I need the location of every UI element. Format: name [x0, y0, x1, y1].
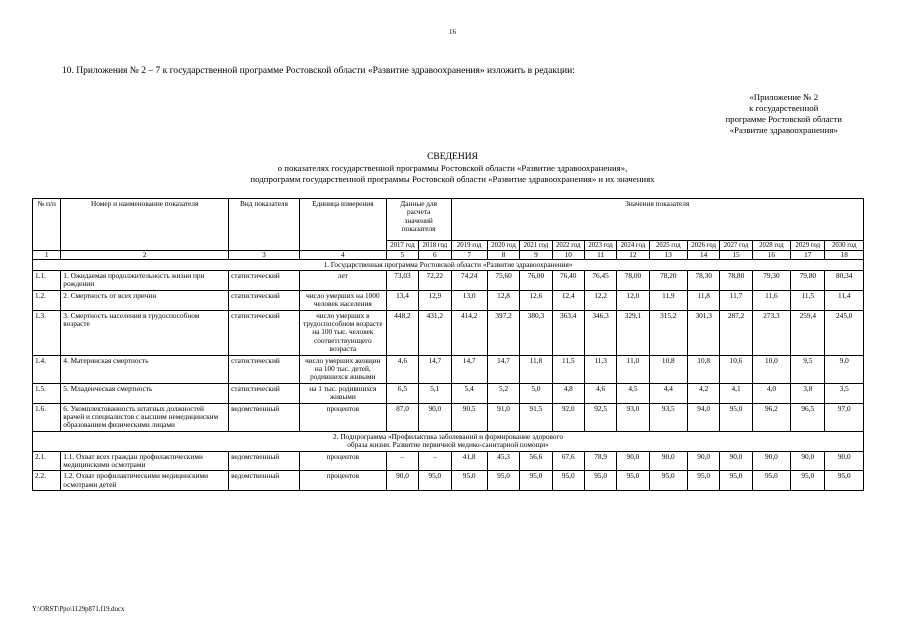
- row-value: 91,0: [487, 403, 519, 431]
- row-value: 380,3: [520, 310, 552, 355]
- row-value: 95,0: [791, 471, 825, 491]
- header-unit: Единица измерения: [299, 199, 386, 251]
- row-value: 90,0: [752, 451, 790, 471]
- row-value: 4,2: [688, 383, 720, 403]
- row-value: 13,0: [451, 290, 487, 310]
- column-number: 15: [720, 251, 752, 260]
- year-header: 2019 год: [451, 241, 487, 251]
- row-value: 90,0: [688, 451, 720, 471]
- indicators-table: [32, 198, 864, 491]
- row-value: 315,2: [649, 310, 687, 355]
- row-value: 90,0: [720, 451, 752, 471]
- row-type: статистический: [229, 310, 300, 355]
- document-title: СВЕДЕНИЯ: [427, 152, 478, 162]
- row-type: ведомственный: [229, 451, 300, 471]
- row-value: 12,8: [487, 290, 519, 310]
- column-number: 3: [229, 251, 300, 260]
- row-value: 90,5: [451, 403, 487, 431]
- table-row: [33, 310, 864, 355]
- header-data: Данные для расчета значений показателя: [386, 199, 451, 241]
- row-value: 4,4: [649, 383, 687, 403]
- file-path-footer: Y:\ORST\Ppo\1129p871.f19.docx: [32, 606, 125, 613]
- header-type: Вид показателя: [229, 199, 300, 251]
- column-number: 4: [299, 251, 386, 260]
- row-value: 397,2: [487, 310, 519, 355]
- row-num: 1.1.: [33, 270, 61, 290]
- row-value: 96,5: [791, 403, 825, 431]
- row-value: 245,0: [825, 310, 864, 355]
- row-num: 1.5.: [33, 383, 61, 403]
- row-num: 1.6.: [33, 403, 61, 431]
- table-row: [33, 290, 864, 310]
- table-row: [33, 471, 864, 491]
- row-value: 4,5: [617, 383, 649, 403]
- row-value: 448,2: [386, 310, 418, 355]
- row-value: 96,2: [752, 403, 790, 431]
- row-num: 1.2.: [33, 290, 61, 310]
- section-title: 2. Подпрограмма «Профилактика заболеваний и формирование здорового образа жизни. Развитие первичной медико-санитарной помощи»: [33, 431, 864, 451]
- row-value: 4,6: [386, 355, 418, 383]
- row-value: 346,3: [584, 310, 616, 355]
- row-value: 41,8: [451, 451, 487, 471]
- row-value: 4,1: [720, 383, 752, 403]
- row-value: 11,7: [720, 290, 752, 310]
- column-number: 18: [825, 251, 864, 260]
- row-value: 273,3: [752, 310, 790, 355]
- year-header: 2024 год: [617, 241, 649, 251]
- row-value: 4,6: [584, 383, 616, 403]
- year-header: 2030 год: [825, 241, 864, 251]
- row-value: 76,45: [584, 270, 616, 290]
- row-value: 3,8: [791, 383, 825, 403]
- year-header: 2023 год: [584, 241, 616, 251]
- table-row: [33, 383, 864, 403]
- table-row: [33, 403, 864, 431]
- row-value: 95,0: [584, 471, 616, 491]
- row-unit: на 1 тыс. родившихся живыми: [299, 383, 386, 403]
- subtitle-line: подпрограмм государственной программы Ростовской области «Развитие здравоохранения» и их значениях: [250, 173, 655, 184]
- appendix-caption: [725, 92, 842, 136]
- row-value: 12,6: [520, 290, 552, 310]
- row-value: 95,0: [552, 471, 584, 491]
- row-value: –: [386, 451, 418, 471]
- appendix-line: «Приложение № 2: [749, 92, 819, 102]
- row-value: 14,7: [419, 355, 451, 383]
- row-value: 90,0: [649, 451, 687, 471]
- row-value: 95,0: [825, 471, 864, 491]
- header-name: Номер и наименование показателя: [61, 199, 229, 251]
- row-value: 95,0: [419, 471, 451, 491]
- row-type: статистический: [229, 290, 300, 310]
- row-value: 11,0: [617, 355, 649, 383]
- row-value: 95,0: [487, 471, 519, 491]
- row-value: 414,2: [451, 310, 487, 355]
- row-num: 2.2.: [33, 471, 61, 491]
- appendix-line: к государственной: [749, 103, 819, 113]
- column-number: 6: [419, 251, 451, 260]
- row-value: 95,0: [451, 471, 487, 491]
- row-name: 2. Смертность от всех причин: [61, 290, 229, 310]
- row-num: 1.4.: [33, 355, 61, 383]
- row-value: 92,0: [552, 403, 584, 431]
- row-unit: число умерших в трудоспособном возрасте на 100 тыс. человек соответствующего возраста: [299, 310, 386, 355]
- row-value: 73,03: [386, 270, 418, 290]
- document-subtitle: [0, 163, 905, 184]
- row-value: 94,0: [688, 403, 720, 431]
- row-value: 45,3: [487, 451, 519, 471]
- row-value: 5,0: [520, 383, 552, 403]
- row-unit: процентов: [299, 451, 386, 471]
- subtitle-line: о показателях государственной программы Ростовской области «Развитие здравоохранения»,: [277, 163, 628, 173]
- row-value: 56,6: [520, 451, 552, 471]
- year-header: 2021 год: [520, 241, 552, 251]
- row-value: 79,80: [791, 270, 825, 290]
- row-value: 90,0: [386, 471, 418, 491]
- year-header: 2020 год: [487, 241, 519, 251]
- row-value: 95,0: [520, 471, 552, 491]
- year-header: 2029 год: [791, 241, 825, 251]
- row-value: 9,0: [825, 355, 864, 383]
- row-value: 14,7: [451, 355, 487, 383]
- row-value: 10,8: [688, 355, 720, 383]
- appendix-line: программе Ростовской области: [725, 114, 842, 124]
- row-type: статистический: [229, 270, 300, 290]
- row-unit: лет: [299, 270, 386, 290]
- column-number: 5: [386, 251, 418, 260]
- row-value: 10,8: [649, 355, 687, 383]
- row-value: 95,0: [688, 471, 720, 491]
- row-type: статистический: [229, 383, 300, 403]
- column-number: 12: [617, 251, 649, 260]
- row-num: 1.3.: [33, 310, 61, 355]
- column-number: 16: [752, 251, 790, 260]
- column-number: 13: [649, 251, 687, 260]
- row-value: 10,6: [720, 355, 752, 383]
- row-value: 12,9: [419, 290, 451, 310]
- row-value: 5,2: [487, 383, 519, 403]
- row-value: 95,0: [649, 471, 687, 491]
- row-type: статистический: [229, 355, 300, 383]
- row-unit: число умерших на 1000 человек населения: [299, 290, 386, 310]
- column-number: 17: [791, 251, 825, 260]
- row-value: 78,00: [617, 270, 649, 290]
- row-value: –: [419, 451, 451, 471]
- row-name: 4. Материнская смертность: [61, 355, 229, 383]
- row-unit: процентов: [299, 403, 386, 431]
- row-value: 95,0: [720, 403, 752, 431]
- column-number: 2: [61, 251, 229, 260]
- row-value: 4,0: [752, 383, 790, 403]
- section-title: 1. Государственная программа Ростовской области «Развитие здравоохранения»: [33, 259, 864, 270]
- table-row: [33, 270, 864, 290]
- column-number: 1: [33, 251, 61, 260]
- row-value: 4,8: [552, 383, 584, 403]
- column-number: 14: [688, 251, 720, 260]
- row-value: 12,2: [584, 290, 616, 310]
- row-type: ведомственный: [229, 403, 300, 431]
- row-value: 11,6: [752, 290, 790, 310]
- row-value: 13,4: [386, 290, 418, 310]
- row-value: 14,7: [487, 355, 519, 383]
- row-value: 90,0: [825, 451, 864, 471]
- column-number: 11: [584, 251, 616, 260]
- row-value: 6,5: [386, 383, 418, 403]
- row-value: 259,4: [791, 310, 825, 355]
- row-value: 363,4: [552, 310, 584, 355]
- row-value: 78,9: [584, 451, 616, 471]
- table-row: [33, 355, 864, 383]
- row-value: 72,22: [419, 270, 451, 290]
- row-name: 1.2. Охват профилактическими медицинскими осмотрами детей: [61, 471, 229, 491]
- row-value: 301,3: [688, 310, 720, 355]
- row-value: 78,80: [720, 270, 752, 290]
- row-value: 80,34: [825, 270, 864, 290]
- appendix-line: «Развитие здравоохранения»: [729, 125, 838, 135]
- row-value: 5,4: [451, 383, 487, 403]
- row-name: 1. Ожидаемая продолжительность жизни при рождении: [61, 270, 229, 290]
- year-header: 2028 год: [752, 241, 790, 251]
- row-value: 11,5: [791, 290, 825, 310]
- row-value: 11,8: [520, 355, 552, 383]
- year-header: 2017 год: [386, 241, 418, 251]
- row-value: 74,24: [451, 270, 487, 290]
- row-value: 11,3: [584, 355, 616, 383]
- row-value: 90,0: [617, 451, 649, 471]
- row-name: 1.1. Охват всех граждан профилактическими медицинскими осмотрами: [61, 451, 229, 471]
- row-value: 5,1: [419, 383, 451, 403]
- row-value: 12,0: [617, 290, 649, 310]
- row-name: 3. Смертность населения в трудоспособном возрасте: [61, 310, 229, 355]
- row-value: 67,6: [552, 451, 584, 471]
- row-value: 78,30: [688, 270, 720, 290]
- row-value: 9,5: [791, 355, 825, 383]
- row-value: 75,60: [487, 270, 519, 290]
- row-value: 95,0: [720, 471, 752, 491]
- year-header: 2018 год: [419, 241, 451, 251]
- row-value: 97,0: [825, 403, 864, 431]
- header-num: № п/п: [33, 199, 61, 251]
- table-row: [33, 451, 864, 471]
- year-header: 2022 год: [552, 241, 584, 251]
- header-values: Значения показателя: [451, 199, 864, 241]
- row-value: 93,0: [617, 403, 649, 431]
- row-value: 90,0: [419, 403, 451, 431]
- row-unit: число умерших женщин на 100 тыс. детей, родившихся живыми: [299, 355, 386, 383]
- row-value: 329,1: [617, 310, 649, 355]
- row-value: 93,5: [649, 403, 687, 431]
- row-unit: процентов: [299, 471, 386, 491]
- row-value: 11,9: [649, 290, 687, 310]
- row-value: 76,40: [552, 270, 584, 290]
- row-value: 11,5: [552, 355, 584, 383]
- row-value: 87,0: [386, 403, 418, 431]
- row-num: 2.1.: [33, 451, 61, 471]
- row-value: 10,0: [752, 355, 790, 383]
- row-value: 287,2: [720, 310, 752, 355]
- row-value: 95,0: [617, 471, 649, 491]
- row-value: 11,8: [688, 290, 720, 310]
- row-value: 91,5: [520, 403, 552, 431]
- row-value: 76,00: [520, 270, 552, 290]
- row-value: 95,0: [752, 471, 790, 491]
- row-name: 5. Младенческая смертность: [61, 383, 229, 403]
- column-number: 9: [520, 251, 552, 260]
- row-type: ведомственный: [229, 471, 300, 491]
- row-name: 6. Укомплектованность штатных должностей врачей и специалистов с высшим немедицинским образованием физическими лицами: [61, 403, 229, 431]
- column-number: 10: [552, 251, 584, 260]
- row-value: 3,5: [825, 383, 864, 403]
- row-value: 79,30: [752, 270, 790, 290]
- year-header: 2025 год: [649, 241, 687, 251]
- row-value: 431,2: [419, 310, 451, 355]
- year-header: 2027 год: [720, 241, 752, 251]
- row-value: 90,0: [791, 451, 825, 471]
- page-number: 16: [449, 28, 456, 36]
- row-value: 11,4: [825, 290, 864, 310]
- row-value: 12,4: [552, 290, 584, 310]
- year-header: 2026 год: [688, 241, 720, 251]
- row-value: 78,20: [649, 270, 687, 290]
- column-number: 7: [451, 251, 487, 260]
- column-number: 8: [487, 251, 519, 260]
- intro-text: 10. Приложения № 2 – 7 к государственной программе Ростовской области «Развитие здравоохранения» изложить в редакции:: [62, 66, 575, 76]
- row-value: 92,5: [584, 403, 616, 431]
